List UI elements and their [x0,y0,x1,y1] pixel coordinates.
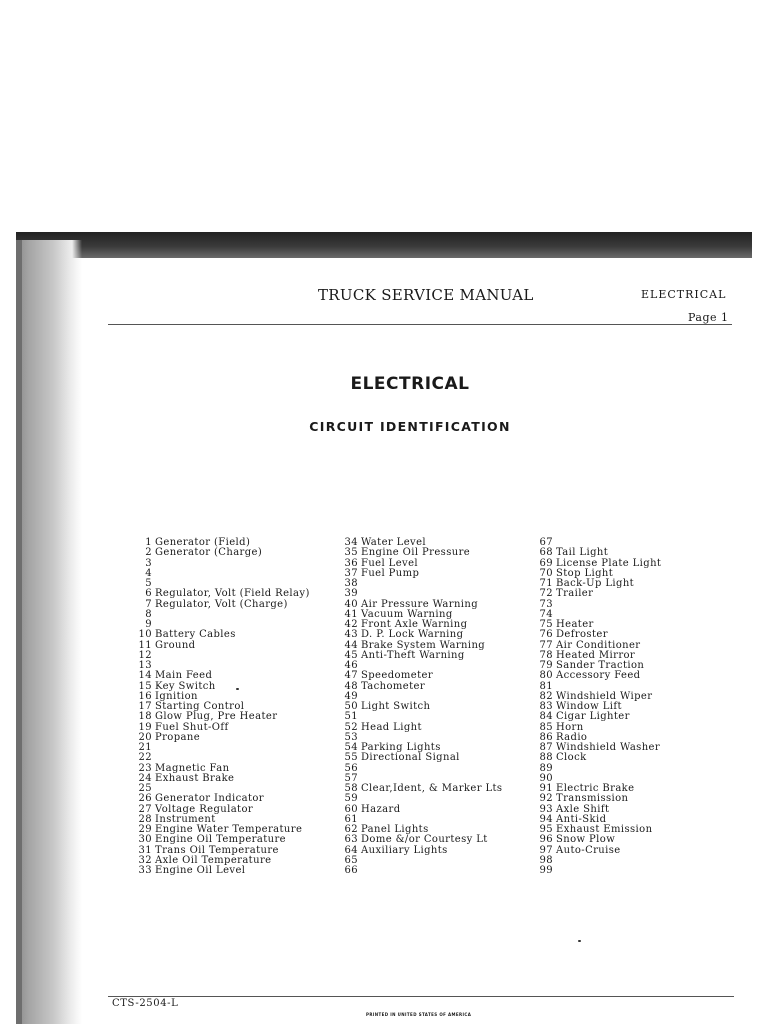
circuit-number: 20 [138,731,152,743]
circuit-number: 7 [145,598,152,610]
circuit-number: 72 [539,588,553,600]
circuit-name: Speedometer [361,670,434,682]
circuit-number: 89 [539,762,553,774]
circuit-name: Generator (Field) [155,537,251,548]
circuit-row [531,753,661,763]
circuit-number: 45 [344,649,358,661]
circuit-row [531,671,661,681]
circuit-row [531,712,661,722]
circuit-row [531,866,661,876]
circuit-number: 10 [138,629,152,641]
circuit-number: 97 [539,844,553,856]
circuit-name: Engine Water Temperature [155,824,303,835]
circuit-name: D. P. Lock Warning [361,629,464,641]
circuit-name: Trailer [556,588,594,600]
circuit-row [336,856,502,866]
circuit-number: 41 [344,608,358,620]
circuit-number: 63 [344,834,358,846]
circuit-number: 43 [344,629,358,641]
page-subtitle: CIRCUIT IDENTIFICATION [309,419,511,434]
circuit-number: 99 [539,865,553,876]
circuit-name: Air Pressure Warning [361,598,479,610]
circuit-number: 77 [539,639,553,651]
circuit-number: 71 [539,578,553,589]
circuit-number: 78 [539,649,553,661]
circuit-number: 21 [138,742,152,753]
circuit-row [336,846,502,856]
circuit-column-3 [531,538,661,876]
circuit-number: 61 [344,813,358,825]
circuit-number: 62 [344,824,358,835]
circuit-row [336,579,502,589]
circuit-number: 50 [344,701,358,712]
circuit-number: 11 [138,639,152,651]
circuit-number: 84 [539,711,553,723]
circuit-number: 55 [344,752,358,764]
scan-speck [236,688,239,690]
circuit-row [531,589,661,599]
circuit-number: 15 [138,680,152,692]
circuit-name: Water Level [361,537,426,548]
circuit-number: 87 [539,742,553,753]
circuit-number: 28 [138,813,152,825]
circuit-name: Ignition [155,690,198,702]
circuit-row [336,651,502,661]
circuit-row [130,651,310,661]
circuit-name: Snow Plow [556,834,616,846]
circuit-row [336,682,502,692]
circuit-number: 18 [138,711,152,723]
circuit-row [336,753,502,763]
circuit-number: 73 [539,598,553,610]
circuit-number: 3 [145,557,152,569]
circuit-number: 14 [138,670,152,682]
circuit-number: 5 [145,578,152,589]
circuit-name: Front Axle Warning [361,619,468,630]
circuit-number: 44 [344,639,358,651]
circuit-number: 48 [344,680,358,692]
circuit-number: 13 [138,660,152,671]
circuit-number: 96 [539,834,553,846]
circuit-number: 82 [539,690,553,702]
circuit-name: Voltage Regulator [155,803,254,815]
circuit-number: 90 [539,772,553,784]
circuit-name: Main Feed [155,670,213,682]
circuit-number: 75 [539,619,553,630]
circuit-name: Clear,Ident, & Marker Lts [361,783,503,794]
circuit-number: 4 [145,567,152,579]
circuit-number: 23 [138,762,152,774]
header-rule [108,324,732,325]
circuit-row [336,723,502,733]
circuit-number: 2 [145,547,152,559]
circuit-name: Exhaust Emission [556,824,653,835]
circuit-number: 24 [138,772,152,784]
circuit-number: 25 [138,783,152,794]
circuit-name: Anti-Skid [556,813,607,825]
circuit-number: 26 [138,793,152,805]
circuit-number: 34 [344,537,358,548]
circuit-number: 12 [138,649,152,661]
circuit-name: Radio [556,731,588,743]
page-edge [16,240,22,1024]
circuit-name: Engine Oil Level [155,865,246,876]
footer-rule [108,996,734,997]
circuit-column-1 [130,538,310,876]
circuit-name: Horn [556,721,584,733]
circuit-row [336,569,502,579]
circuit-name: Transmission [556,793,629,805]
circuit-number: 60 [344,803,358,815]
circuit-row [130,548,310,558]
circuit-row [336,805,502,815]
circuit-number: 83 [539,701,553,712]
circuit-row [130,600,310,610]
circuit-number: 49 [344,690,358,702]
circuit-number: 31 [138,844,152,856]
circuit-row [130,866,310,876]
circuit-number: 98 [539,854,553,866]
circuit-name: Axle Oil Temperature [155,854,272,866]
binding-shadow [16,240,82,1024]
circuit-name: Tachometer [361,680,426,692]
circuit-name: Glow Plug, Pre Heater [155,711,278,723]
circuit-name: Air Conditioner [556,639,641,651]
circuit-number: 47 [344,670,358,682]
page-title: ELECTRICAL [350,374,470,394]
circuit-number: 86 [539,731,553,743]
circuit-name: Directional Signal [361,752,460,764]
circuit-name: Vacuum Warning [361,608,453,620]
circuit-number: 58 [344,783,358,794]
circuit-number: 69 [539,557,553,569]
section-label: ELECTRICAL [641,288,727,301]
circuit-name: Parking Lights [361,742,441,753]
circuit-number: 27 [138,803,152,815]
circuit-name: Hazard [361,803,401,815]
circuit-name: Generator (Charge) [155,547,263,559]
circuit-number: 39 [344,588,358,600]
circuit-name: Defroster [556,629,608,641]
circuit-number: 76 [539,629,553,641]
circuit-row [130,569,310,579]
circuit-number: 80 [539,670,553,682]
circuit-name: Exhaust Brake [155,772,235,784]
circuit-name: Ground [155,639,196,651]
circuit-number: 56 [344,762,358,774]
circuit-name: Back-Up Light [556,578,635,589]
circuit-number: 79 [539,660,553,671]
circuit-row [130,733,310,743]
circuit-number: 6 [145,588,152,600]
circuit-number: 88 [539,752,553,764]
circuit-row [130,641,310,651]
circuit-name: Brake System Warning [361,639,486,651]
circuit-number: 38 [344,578,358,589]
circuit-number: 32 [138,854,152,866]
circuit-number: 94 [539,813,553,825]
circuit-row [130,774,310,784]
circuit-row [336,784,502,794]
circuit-number: 36 [344,557,358,569]
circuit-number: 57 [344,772,358,784]
circuit-name: Light Switch [361,701,431,712]
circuit-name: Window Lift [556,701,622,712]
circuit-number: 35 [344,547,358,559]
circuit-name: Heated Mirror [556,649,636,661]
circuit-number: 74 [539,608,553,620]
circuit-name: Electric Brake [556,783,635,794]
circuit-column-2 [336,538,502,876]
circuit-number: 33 [138,865,152,876]
circuit-row [130,743,310,753]
circuit-name: Stop Light [556,567,614,579]
circuit-name: License Plate Light [556,557,662,569]
circuit-number: 19 [138,721,152,733]
circuit-name: Heater [556,619,594,630]
scan-speck [578,940,581,942]
circuit-name: Auxiliary Lights [361,844,448,856]
circuit-row [130,610,310,620]
circuit-number: 8 [145,608,152,620]
circuit-number: 54 [344,742,358,753]
circuit-number: 46 [344,660,358,671]
circuit-name: Axle Shift [556,803,610,815]
circuit-name: Trans Oil Temperature [155,844,279,856]
circuit-name: Accessory Feed [556,670,641,682]
circuit-row [336,702,502,712]
circuit-name: Windshield Washer [556,742,661,753]
circuit-name: Fuel Level [361,557,418,569]
circuit-number: 85 [539,721,553,733]
circuit-name: Head Light [361,721,422,733]
circuit-name: Fuel Pump [361,567,420,579]
circuit-number: 42 [344,619,358,630]
circuit-number: 65 [344,854,358,866]
circuit-name: Instrument [155,813,216,825]
printed-notice: PRINTED IN UNITED STATES OF AMERICA [366,1012,472,1017]
circuit-name: Panel Lights [361,824,429,835]
circuit-number: 22 [138,752,152,764]
circuit-name: Starting Control [155,701,245,712]
page-number: Page 1 [688,311,729,324]
circuit-name: Battery Cables [155,629,236,641]
circuit-name: Engine Oil Pressure [361,547,471,559]
circuit-name: Auto-Cruise [556,844,621,856]
circuit-name: Generator Indicator [155,793,264,805]
circuit-row [130,559,310,569]
circuit-name: Regulator, Volt (Field Relay) [155,588,310,600]
circuit-number: 30 [138,834,152,846]
circuit-number: 59 [344,793,358,805]
circuit-number: 91 [539,783,553,794]
circuit-number: 9 [145,619,152,630]
circuit-number: 17 [138,701,152,712]
circuit-name: Engine Oil Temperature [155,834,286,846]
circuit-number: 66 [344,865,358,876]
circuit-number: 51 [344,711,358,723]
manual-title: TRUCK SERVICE MANUAL [318,286,534,304]
circuit-name: Key Switch [155,680,216,692]
circuit-number: 37 [344,567,358,579]
circuit-number: 95 [539,824,553,835]
circuit-number: 52 [344,721,358,733]
circuit-name: Windshield Wiper [556,690,653,702]
circuit-name: Dome &/or Courtesy Lt [361,834,488,846]
circuit-name: Propane [155,731,201,743]
circuit-name: Clock [556,752,587,764]
scan-top-border [16,232,752,258]
circuit-number: 40 [344,598,358,610]
circuit-name: Tail Light [556,547,609,559]
circuit-name: Anti-Theft Warning [361,649,465,661]
circuit-number: 93 [539,803,553,815]
circuit-number: 70 [539,567,553,579]
circuit-number: 92 [539,793,553,805]
circuit-row [336,866,502,876]
circuit-number: 81 [539,680,553,692]
document-code: CTS-2504-L [112,998,179,1009]
circuit-row [336,764,502,774]
circuit-number: 68 [539,547,553,559]
circuit-number: 16 [138,690,152,702]
circuit-name: Sander Traction [556,660,645,671]
circuit-number: 53 [344,731,358,743]
circuit-number: 67 [539,537,553,548]
circuit-number: 64 [344,844,358,856]
circuit-number: 29 [138,824,152,835]
circuit-name: Fuel Shut-Off [155,721,229,733]
circuit-name: Cigar Lighter [556,711,630,723]
circuit-number: 1 [145,537,152,548]
circuit-name: Magnetic Fan [155,762,230,774]
circuit-name: Regulator, Volt (Charge) [155,598,288,610]
